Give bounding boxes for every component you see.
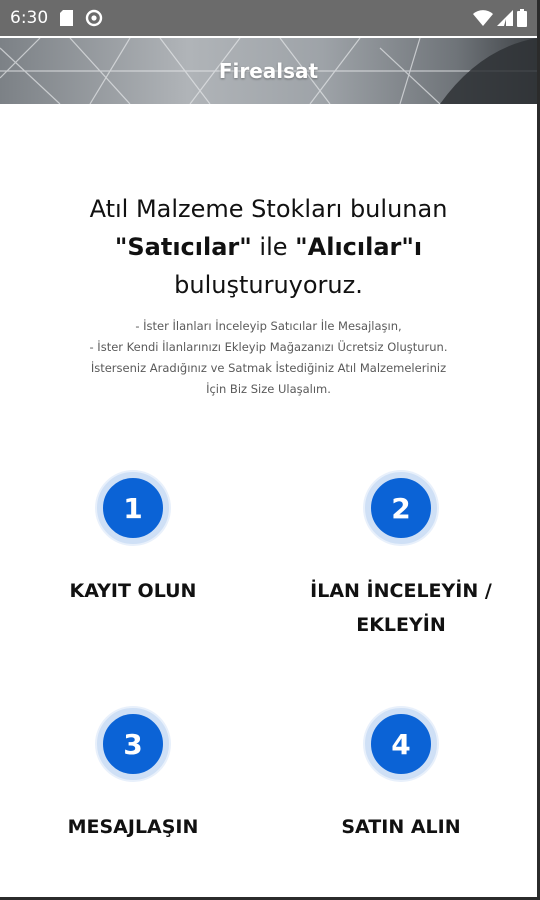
desc-line: - İster Kendi İlanlarınızı Ekleyip Mağazanızı Ücretsiz Oluşturun. [89,340,448,354]
buyers-text: Alıcılar [307,233,402,261]
desc-line: İçin Biz Size Ulaşalım. [206,382,331,396]
headline-line-3: buluşturuyoruz. [174,271,363,299]
step-label: İLAN İNCELEYİN / EKLEYİN [310,580,492,636]
step-number-badge: 2 [365,472,437,544]
headline-line-1: Atıl Malzeme Stokları bulunan [89,195,448,223]
headline-line-2: "Satıcılar" ile "Alıcılar"ı [114,233,423,261]
sellers-text: Satıcılar [127,233,240,261]
wifi-icon [473,10,493,26]
step-purchase [271,708,531,844]
no-disturb-icon [85,9,103,27]
battery-icon [517,9,527,27]
intro-description [16,316,521,400]
step-number-badge: 4 [365,708,437,780]
app-title: Firealsat [218,59,319,83]
step-label: KAYIT OLUN [69,580,197,602]
status-time: 6:30 [10,8,49,28]
step-number-badge: 3 [97,708,169,780]
status-bar [0,0,537,36]
sd-card-icon [60,10,73,26]
intro-headline [20,190,517,304]
step-label: MESAJLAŞIN [67,816,199,838]
step-label: SATIN ALIN [341,816,461,838]
desc-line: İsterseniz Aradığınız ve Satmak İstediğiniz Atıl Malzemeleriniz [90,361,447,375]
signal-icon [497,10,513,26]
desc-line: - İster İlanları İnceleyip Satıcılar İle Mesajlaşın, [135,319,402,333]
step-messaging [3,708,263,844]
app-header [0,38,537,104]
step-listings [271,472,531,642]
step-number-badge: 1 [97,472,169,544]
step-register [3,472,263,608]
